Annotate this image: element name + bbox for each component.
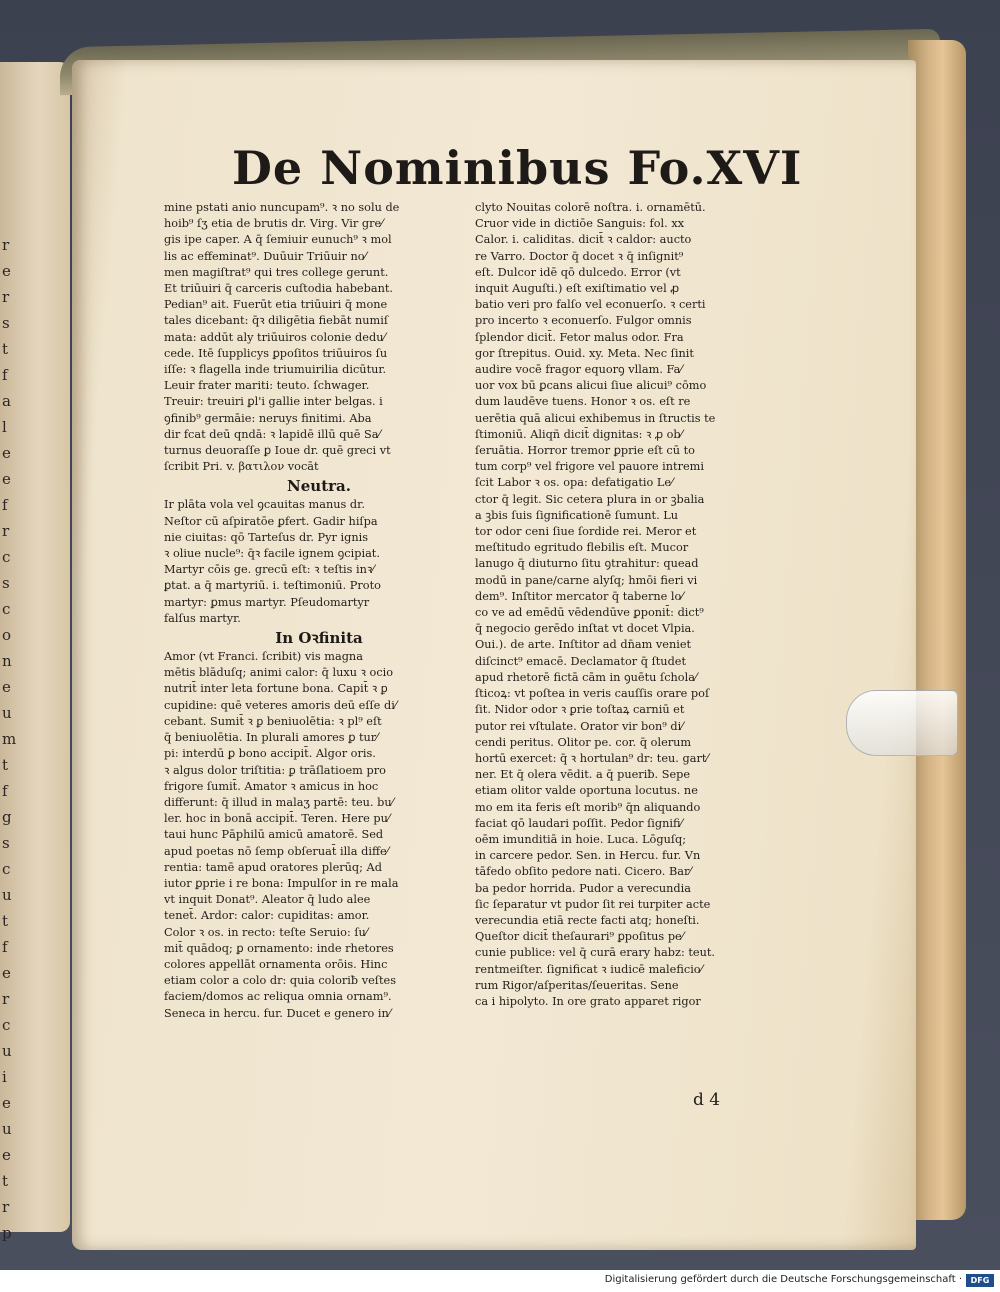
text-line: Color ꝛ os. in recto: teſte Seruio: ſu⁄ [164,925,368,939]
section-heading-infinita: In Oꝛfinita [275,629,363,648]
text-line: ſplendor dicit̄. Fetor malus odor. Fra [475,330,684,344]
text-line: Oui.). de arte. Inſtitor ad dn̄am veniet [475,638,692,652]
text-line: colores appellāt ornamenta orōis. Hinc [164,957,388,971]
text-line: dem⁹. Inſtitor mercator q̄ taberne lo⁄ [475,589,684,603]
text-line: oēm imunditiā in hoie. Luca. Lōguſq; [475,832,687,846]
text-line: faciat qō laudari poſſit. Pedor ſignifi⁄ [475,816,683,830]
left-column [164,200,474,1022]
text-line: a ꝫbis ſuis ſignificationē ſumunt. Lu [475,508,679,522]
text-line: mata: addūt aly triūuiros colonie dedu⁄ [164,330,386,344]
text-line: Et triūuiri q̄ carceris cuſtodia habebant. [164,282,393,296]
text-line: ꝯfinib⁹ germāie: neruys finitimi. Aba [164,411,372,425]
text-line: cede. Itē ſupplicys ꝑpoſitos triūuiros ſu [164,346,388,360]
left-page-text-fragment: r e r s t f a l e e f r c s c o n e u m t f g s c u t f e r c u i e u e t r p [2,236,17,1242]
text-line: verecundia etiā recte facti atq; honeſti. [475,913,700,927]
text-line: pro incerto ꝛ econuerſo. Fulgor omnis [475,314,692,328]
text-line: etiam color a colo dr: quia coloriƀ veſtes [164,974,396,988]
text-line: uerētia quā alicui exhibemus in ſtructis te [475,411,716,425]
neutra-lines [164,497,474,627]
left-column-lines [164,200,474,475]
text-line: martyr: ꝑmus martyr. Pſeudomartyr [164,595,370,609]
text-line: cendi peritus. Olitor pe. cor. q̄ olerum [475,735,692,749]
text-line: modū in pane/carne alyſq; hmōi fieri vi [475,573,698,587]
running-head: De Nominibus Fo.XVI [232,141,803,195]
text-line: tor odor ceni ſiue ſordide rei. Meror et [475,525,697,539]
text-line: men magiſtrat⁹ qui tres college gerunt. [164,265,389,279]
section-heading-neutra: Neutra. [287,477,351,496]
text-line: ba pedor horrida. Pudor a verecundia [475,881,691,895]
text-line: taui hunc Pāphilū amicū amatorē. Sed [164,828,384,842]
text-line: ꝑtat. a q̄ martyriū. i. teſtimoniū. Proto [164,579,381,593]
text-line: ſticoꝝ: vt poſtea in veris cauſſis orare poſ [475,687,710,701]
text-line: gor ſtrepitus. Ouid. xy. Meta. Nec ſinit [475,346,694,360]
text-line: mine pstati anio nuncupam⁹. ꝛ no solu de [164,201,400,214]
text-line: hoib⁹ ſʒ etia de brutis dr. Virg. Vir gre⁄ [164,217,384,231]
text-line: Seneca in hercu. fur. Ducet e genero in⁄ [164,1006,391,1020]
text-line: Neſtor cū aſpiratōe ꝑfert. Gadir hiſpa [164,514,378,528]
text-line: nie ciuitas: qō Tarteſus dr. Pyr ignis [164,530,369,544]
text-line: faciem/domos ac reliqua omnia ornam⁹. [164,990,392,1004]
text-line: nutrit̄ inter leta fortune bona. Capit̄ ꝛ ꝑ [164,682,388,696]
text-line: putor rei vſtulate. Orator vir bon⁹ di⁄ [475,719,684,733]
text-line: meſtitudo egritudo flebilis eſt. Mucor [475,541,689,555]
text-line: pi: interdū ꝑ bono accipit̄. Algor oris. [164,747,376,761]
text-line: vt inquit Donat⁹. Aleator q̄ ludo alee [164,893,371,907]
text-line: ſtimoniū. Aliqñ dicit̄ dignitas: ꝛ ꝓ ob⁄ [475,427,683,441]
right-column [475,200,785,1010]
text-line: lanugo q̄ diuturno ſitu ꝯtrahitur: quead [475,557,699,571]
text-line: inquit Auguſti.) eſt exiſtimatio vel ꝓ [475,282,680,296]
text-line: lis ac effeminat⁹. Duūuir Triūuir no⁄ [164,249,367,263]
text-line: Martyr cōis ge. grecū eſt: ꝛ teſtis inꝛ⁄ [164,563,375,577]
text-line: ſeruātia. Horror tremor ꝑprie eſt cū to [475,444,695,458]
text-line: Leuir frater mariti: teuto. ſchwager. [164,379,370,393]
text-line: tum corp⁹ vel frigore vel pauore intremi [475,460,705,474]
right-column-lines [475,200,785,1010]
text-line: ſit. Nidor odor ꝛ ꝑrie toſtaꝝ carniū et [475,703,685,717]
text-line: cupidine: quē veteres amoris deū eſſe di⁄ [164,698,397,712]
text-line: ner. Et q̄ olera vēdit. a q̄ pueriƀ. Sepe [475,768,691,782]
text-line: dir fcat deū qndā: ꝛ lapidē illū quē Sa⁄ [164,427,381,441]
text-line: ler. hoc in bonā accipit̄. Teren. Here pu⁄ [164,812,390,826]
text-line: ꝛ oliue nucle⁹: q̄ꝛ facile ignem ꝯcipiat. [164,547,380,561]
text-line: tales dicebant: q̄ꝛ diligētia fiebāt numiſ [164,314,389,328]
text-line: iſſe: ꝛ flagella inde triumuirilia dicūtur. [164,363,387,377]
dfg-logo: DFG [966,1274,994,1287]
infinita-lines [164,649,474,1022]
text-line: batio veri pro falſo vel econuerſo. ꝛ certi [475,298,706,312]
text-line: mētis blāduſq; animi calor: q̄ luxu ꝛ ocio [164,666,394,680]
text-line: Queſtor dicit̄ theſaurari⁹ ꝑpoſitus pe⁄ [475,930,684,944]
text-line: differunt: q̄ illud in malaʒ partē: teu. bu⁄ [164,795,394,809]
text-line: diſcinct⁹ emacē. Declamator q̄ ſtudet [475,654,687,668]
text-line: Pedian⁹ ait. Fuerūt etia triūuiri q̄ mone [164,298,388,312]
text-line: frigore ſumit̄. Amator ꝛ amicus in hoc [164,779,379,793]
text-line: turnus deuoraſſe ꝑ Ioue dr. quē greci vt [164,444,391,458]
facing-left-page [0,62,70,1242]
text-line: etiam olitor valde oportuna locutus. ne [475,784,698,798]
text-line: Treuir: treuiri ꝑl'i gallie inter belgas. i [164,395,383,409]
text-line: cebant. Sumit̄ ꝛ ꝑ beniuolētia: ꝛ pl⁹ eſt [164,714,382,728]
text-line: co ve ad emēdū vēdendūve ꝑponit̄: dict⁹ [475,606,704,620]
text-line: in carcere pedor. Sen. in Hercu. fur. Vn [475,849,701,863]
text-line: Ir plāta vola vel ꝯcauitas manus dr. [164,498,365,512]
text-line: rum Rigor/aſperitas/ſeueritas. Sene [475,978,679,992]
text-line: gis ipe caper. A q̄ ſemiuir eunuch⁹ ꝛ mol [164,233,392,247]
footer-credit: Digitalisierung gefördert durch die Deutsche Forschungsgemeinschaft · [604,1274,962,1285]
text-line: ſcit Labor ꝛ os. opa: defatigatio Le⁄ [475,476,673,490]
text-line: Cruor vide in dictiōe Sanguis: fol. xx [475,217,685,231]
text-line: clyto Nouitas colorē noſtra. i. ornamētū. [475,201,706,214]
text-line: re Varro. Doctor q̄ docet ꝛ q̄ inſignit⁹ [475,249,684,263]
text-line: rentia: tamē apud oratores plerūq; Ad [164,860,382,874]
signature-mark: d 4 [693,1090,721,1110]
page-holder-clip [846,690,958,756]
text-line: eſt. Dulcor idē qō dulcedo. Error (vt [475,265,681,279]
text-line: ſcribit Pri. v. βατιλον vocāt [164,460,319,474]
text-line: mit̄ quādoq; ꝑ ornamento: inde rhetores [164,941,394,955]
book-fore-edge [908,40,966,1220]
text-line: apud rhetorē fictā cām in ꝯuētu ſchola⁄ [475,670,697,684]
text-line: q̄ negocio gerēdo inſtat vt docet Vlpia. [475,622,695,636]
text-line: ſic ſeparatur vt pudor ſit rei turpiter acte [475,897,711,911]
text-line: mo em ita feris eſt morib⁹ q̄n aliquando [475,800,701,814]
text-line: q̄ beniuolētia. In plurali amores ꝑ tur⁄ [164,731,379,745]
text-line: ca i hipolyto. In ore grato apparet rigor [475,994,701,1008]
text-line: apud poetas nō ſemp obſeruat̄ illa diffe⁄ [164,844,389,858]
text-line: hortū exercet: q̄ ꝛ hortulan⁹ dr: teu. gart⁄ [475,751,709,765]
text-line: tāfedo obſito pedore nati. Cicero. Bar⁄ [475,865,692,879]
text-line: falſus martyr. [164,611,241,625]
text-line: Calor. i. caliditas. dicit̄ ꝛ caldor: aucto [475,233,692,247]
text-line: audire vocē fragor equorꝯ vllam. Fa⁄ [475,363,683,377]
text-line: dum laudēve tuens. Honor ꝛ os. eſt re [475,395,691,409]
text-line: Amor (vt Franci. ſcribit) vis magna [164,650,363,664]
text-line: uor vox bū ꝑcans alicui ſiue alicui⁹ cōmo [475,379,707,393]
text-line: ctor q̄ legit. Sic cetera plura in or ꝫbalia [475,492,705,506]
text-line: ꝛ algus dolor triſtitia: ꝑ trāſlatioem pro [164,763,386,777]
text-line: cunie publice: vel q̄ curā erary habz: teut. [475,946,715,960]
text-line: tenet̄. Ardor: calor: cupiditas: amor. [164,909,370,923]
text-line: rentmeiſter. ſignificat ꝛ iudicē maleficio⁄ [475,962,703,976]
footer-bar [0,1270,1000,1292]
text-line: iutor ꝑprie i re bona: Impulſor in re mala [164,876,399,890]
